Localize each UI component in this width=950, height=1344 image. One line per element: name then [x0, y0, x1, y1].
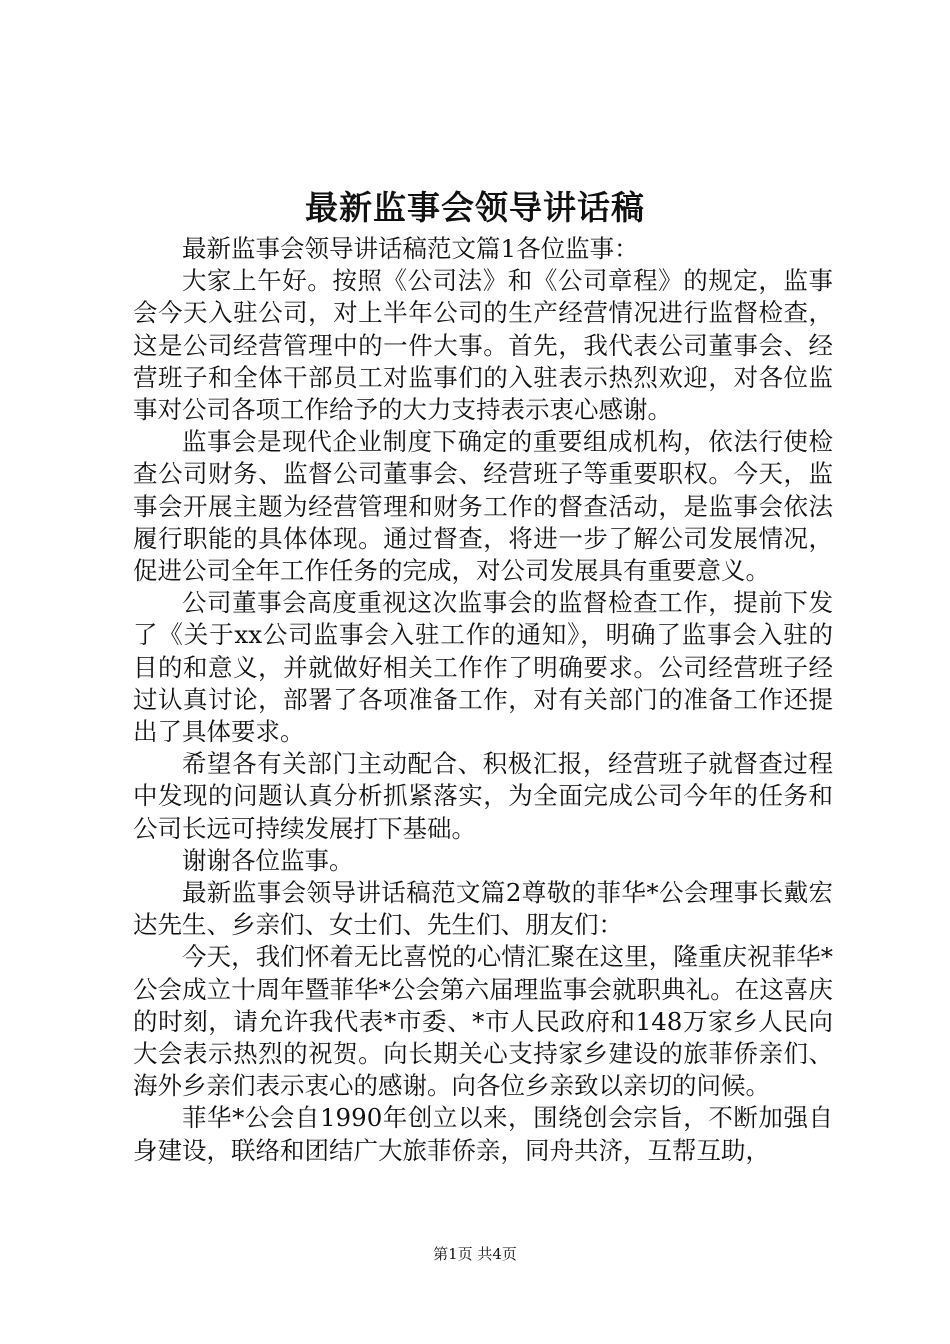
paragraph: 最新监事会领导讲话稿范文篇1各位监事：	[182, 234, 639, 263]
document-body	[133, 233, 833, 1167]
paragraph: 监事会是现代企业制度下确定的重要组成机构，依法行使检查公司财务、监督公司董事会、经营班子等重要职权。今天，监事会开展主题为经营管理和财务工作的督查活动，是监事会依法履行职能的具体体现。通过督查，将进一步了解公司发展情况，促进公司全年工作任务的完成，对公司发展具有重要意义。	[133, 427, 833, 586]
paragraph: 今天，我们怀着无比喜悦的心情汇聚在这里，隆重庆祝菲华*公会成立十周年暨菲华*公会第六届理监事会就职典礼。在这喜庆的时刻，请允许我代表*市委、*市人民政府和148万家乡人民向大会表示热烈的祝贺。向长期关心支持家乡建设的旅菲侨亲们、海外乡亲们表示衷心的感谢。向各位乡亲致以亲切的问候。	[133, 942, 833, 1101]
paragraph: 谢谢各位监事。	[182, 845, 354, 875]
document-title: 最新监事会领导讲话稿	[305, 188, 645, 227]
paragraph: 最新监事会领导讲话稿范文篇2尊敬的菲华*公会理事长戴宏达先生、乡亲们、女士们、先生们、朋友们：	[133, 878, 833, 940]
paragraph: 希望各有关部门主动配合、积极汇报，经营班子就督查过程中发现的问题认真分析抓紧落实，为全面完成公司今年的任务和公司长远可持续发展打下基础。	[133, 749, 833, 843]
paragraph: 大家上午好。按照《公司法》和《公司章程》的规定，监事会今天入驻公司，对上半年公司的生产经营情况进行监督检查，这是公司经营管理中的一件大事。首先，我代表公司董事会、经营班子和全体干部员工对监事们的入驻表示热烈欢迎，对各位监事对公司各项工作给予的大力支持表示衷心感谢。	[133, 266, 833, 425]
paragraph: 公司董事会高度重视这次监事会的监督检查工作，提前下发了《关于xx公司监事会入驻工作的通知》，明确了监事会入驻的目的和意义，并就做好相关工作作了明确要求。公司经营班子经过认真讨论，部署了各项准备工作，对有关部门的准备工作还提出了具体要求。	[133, 588, 833, 747]
paragraph: 菲华*公会自1990年创立以来，围绕创会宗旨，不断加强自身建设，联络和团结广大旅菲侨亲，同舟共济，互帮互助，	[133, 1103, 833, 1165]
page-footer: 第1页 共4页	[433, 1245, 517, 1263]
